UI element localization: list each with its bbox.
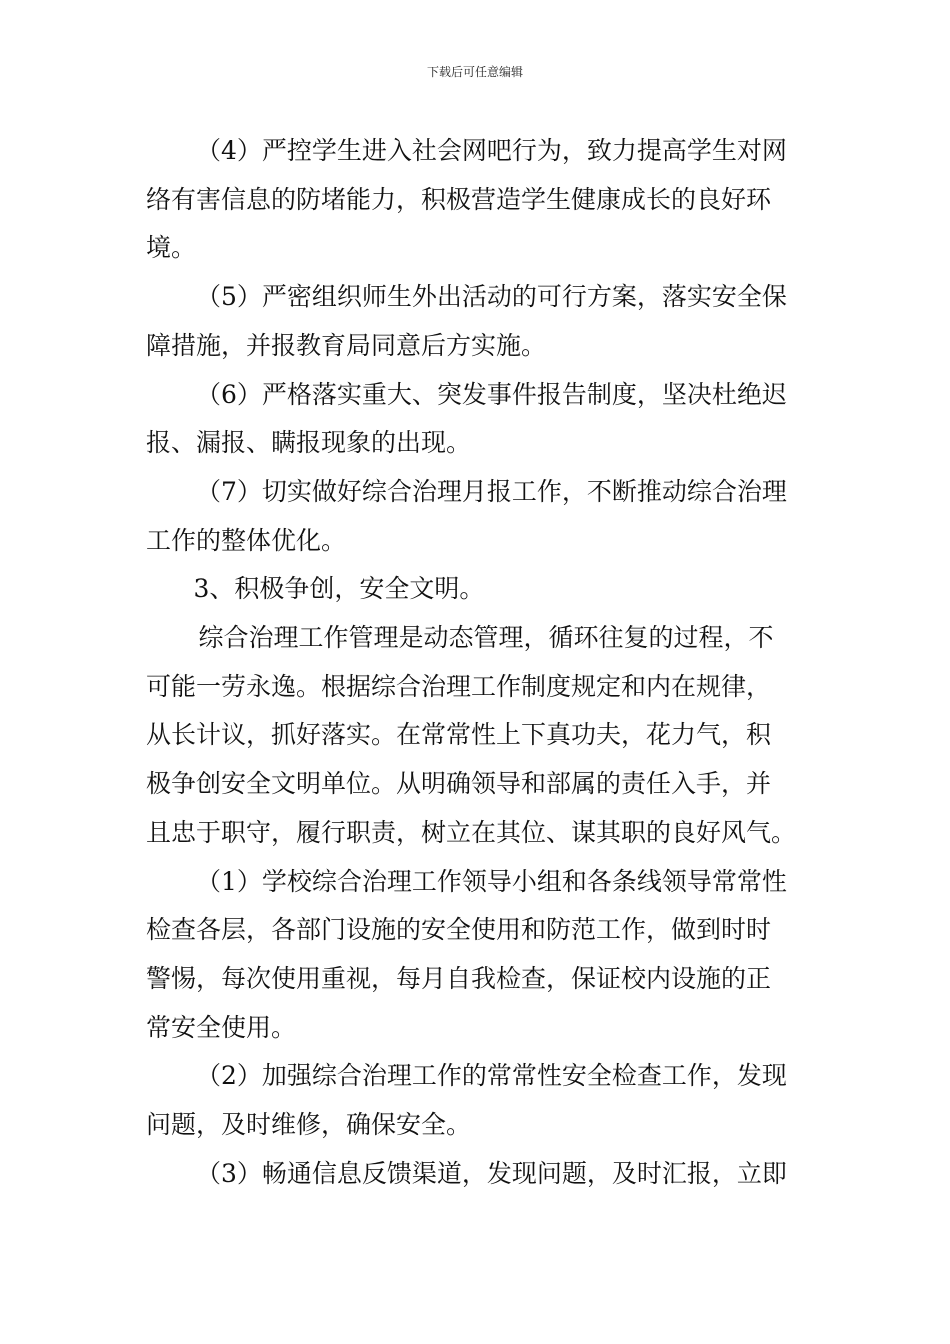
text-line: （2）加强综合治理工作的常常性安全检查工作，发现 (196, 1061, 787, 1091)
text-line: 极争创安全文明单位。从明确领导和部属的责任入手，并 (146, 769, 772, 799)
text-line: 络有害信息的防堵能力，积极营造学生健康成长的良好环 (146, 184, 772, 214)
paragraph-item-7 (146, 468, 806, 565)
text-line: （4）严控学生进入社会网吧行为，致力提高学生对网 (196, 136, 787, 165)
section-heading-3 (146, 565, 806, 614)
document-body (146, 127, 806, 1198)
text-line: 障措施，并报教育局同意后方实施。 (146, 330, 547, 360)
text-line: （3）畅通信息反馈渠道，发现问题，及时汇报，立即 (196, 1158, 787, 1188)
text-line: 报、漏报、瞒报现象的出现。 (146, 428, 472, 458)
text-line: （5）严密组织师生外出活动的可行方案，落实安全保 (196, 282, 787, 312)
text-line: （1）学校综合治理工作领导小组和各条线领导常常性 (196, 866, 787, 896)
text-line: 综合治理工作管理是动态管理，循环往复的过程，不 (198, 623, 774, 653)
text-line: （6）严格落实重大、突发事件报告制度，坚决杜绝迟 (196, 379, 787, 409)
paragraph-item-5 (146, 273, 806, 370)
text-line: 且忠于职守，履行职责，树立在其位、谋其职的良好风气。 (146, 817, 797, 847)
text-line: 可能一劳永逸。根据综合治理工作制度规定和内在规律， (146, 671, 772, 701)
section-3-item-1 (146, 858, 806, 1053)
section-3-item-2 (146, 1052, 806, 1149)
section-3-body (146, 614, 806, 858)
text-line: 从长计议，抓好落实。在常常性上下真功夫，花力气，积 (146, 720, 772, 750)
text-line: （7）切实做好综合治理月报工作，不断推动综合治理 (196, 476, 787, 506)
text-line: 工作的整体优化。 (146, 525, 347, 555)
paragraph-item-4 (146, 127, 806, 273)
text-line: 检查各层，各部门设施的安全使用和防范工作，做到时时 (146, 915, 772, 945)
paragraph-item-6 (146, 371, 806, 468)
text-line: 警惕，每次使用重视，每月自我检查，保证校内设施的正 (146, 963, 772, 993)
text-line: 问题，及时维修，确保安全。 (146, 1110, 472, 1140)
text-line: 境。 (146, 233, 197, 263)
page-header: 下载后可任意编辑 (426, 65, 523, 79)
text-line: 常安全使用。 (146, 1012, 297, 1042)
section-3-item-3 (146, 1150, 806, 1199)
text-line: 3、积极争创，安全文明。 (193, 574, 485, 604)
